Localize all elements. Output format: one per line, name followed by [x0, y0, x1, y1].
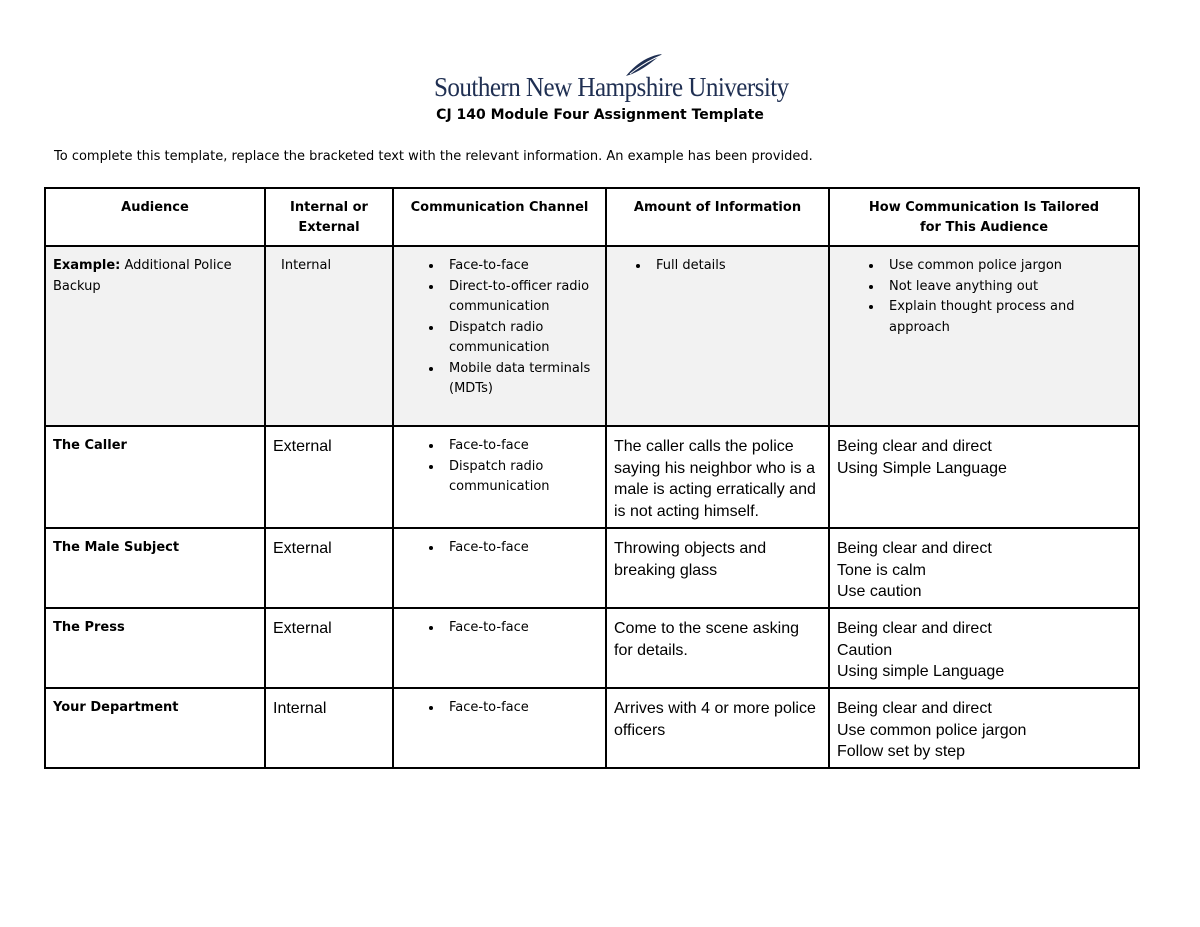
caller-row	[45, 426, 1139, 528]
department-tailored-cell	[829, 688, 1139, 768]
male-subject-audience: The Male Subject	[45, 528, 265, 608]
example-amount-cell	[606, 246, 829, 426]
press-row	[45, 608, 1139, 688]
male-subject-internal: External	[265, 528, 393, 608]
example-channel-list	[401, 256, 598, 400]
list-item: • Mobile data terminals (MDTs)	[443, 359, 598, 400]
quill-icon	[624, 52, 664, 78]
caller-tailored-cell	[829, 426, 1139, 528]
department-amount: Arrives with 4 or more police officers	[606, 688, 829, 768]
example-tailored-cell	[829, 246, 1139, 426]
list-item: • Face-to-face	[443, 436, 598, 457]
example-tailored-list	[837, 256, 1131, 338]
press-tailored-cell	[829, 608, 1139, 688]
example-internal: Internal	[281, 258, 332, 273]
list-item: • Face-to-face	[443, 618, 598, 639]
header-internal-line1: Internal or	[290, 200, 368, 215]
communication-table	[44, 187, 1140, 769]
department-audience: Your Department	[45, 688, 265, 768]
header-audience: Audience	[45, 188, 265, 246]
header-tailored-line2: for This Audience	[919, 220, 1049, 235]
list-item: • Full details	[650, 256, 821, 277]
document-title: CJ 140 Module Four Assignment Template	[436, 107, 764, 123]
press-audience: The Press	[45, 608, 265, 688]
list-item: • Dispatch radio communication	[443, 457, 598, 498]
male-subject-tailored-line: Being clear and direct	[837, 540, 992, 557]
header-row	[45, 188, 1139, 246]
example-label: Example:	[53, 258, 121, 273]
press-channel-cell	[393, 608, 606, 688]
press-amount: Come to the scene asking for details.	[606, 608, 829, 688]
list-item: • Face-to-face	[443, 698, 598, 719]
press-internal: External	[265, 608, 393, 688]
list-item: • Dispatch radio communication	[443, 318, 598, 359]
male-subject-amount: Throwing objects and breaking glass	[606, 528, 829, 608]
example-channel-cell	[393, 246, 606, 426]
male-subject-row	[45, 528, 1139, 608]
header-internal-external	[265, 188, 393, 246]
caller-tailored-line: Using Simple Language	[837, 459, 1007, 477]
male-subject-tailored-line: Tone is calm	[837, 561, 926, 579]
department-tailored-line: Being clear and direct	[837, 700, 992, 717]
caller-channel-list	[401, 436, 598, 498]
university-logo-text: Southern New Hampshire University	[434, 72, 789, 102]
list-item: • Direct-to-officer radio communication	[443, 277, 598, 318]
press-tailored-line: Caution	[837, 641, 893, 659]
header-tailored-line1: How Communication Is Tailored	[868, 200, 1100, 215]
list-item: • Face-to-face	[443, 538, 598, 559]
department-tailored-line: Use common police jargon	[837, 721, 1027, 739]
male-subject-tailored-cell	[829, 528, 1139, 608]
example-amount-list	[614, 256, 821, 277]
press-channel-list	[401, 618, 598, 639]
instructions-text: To complete this template, replace the bracketed text with the relevant information. An example has been provided.	[54, 149, 813, 164]
press-tailored-line: Using simple Language	[837, 663, 1005, 680]
caller-audience: The Caller	[45, 426, 265, 528]
header-amount: Amount of Information	[606, 188, 829, 246]
department-internal: Internal	[265, 688, 393, 768]
example-audience-cell	[45, 246, 265, 426]
caller-amount: The caller calls the police saying his neighbor who is a male is acting erratically and is not acting himself.	[606, 426, 829, 528]
male-subject-tailored-line: Use caution	[837, 583, 922, 600]
press-tailored-line: Being clear and direct	[837, 620, 992, 637]
department-row	[45, 688, 1139, 768]
header-channel: Communication Channel	[393, 188, 606, 246]
male-subject-channel-cell	[393, 528, 606, 608]
header-internal-line2: External	[298, 220, 360, 235]
list-item: • Explain thought process and approach	[883, 297, 1131, 338]
caller-internal: External	[265, 426, 393, 528]
university-logo	[434, 52, 789, 102]
example-audience: Additional Police Backup	[53, 258, 232, 294]
male-subject-channel-list	[401, 538, 598, 559]
department-tailored-line: Follow set by step	[837, 743, 966, 760]
list-item: • Use common police jargon	[883, 256, 1131, 277]
example-internal-cell	[265, 246, 393, 426]
department-channel-cell	[393, 688, 606, 768]
department-channel-list	[401, 698, 598, 719]
list-item: • Not leave anything out	[883, 277, 1131, 298]
list-item: • Face-to-face	[443, 256, 598, 277]
caller-channel-cell	[393, 426, 606, 528]
header-tailored	[829, 188, 1139, 246]
caller-tailored-line: Being clear and direct	[837, 438, 992, 455]
example-row	[45, 246, 1139, 426]
